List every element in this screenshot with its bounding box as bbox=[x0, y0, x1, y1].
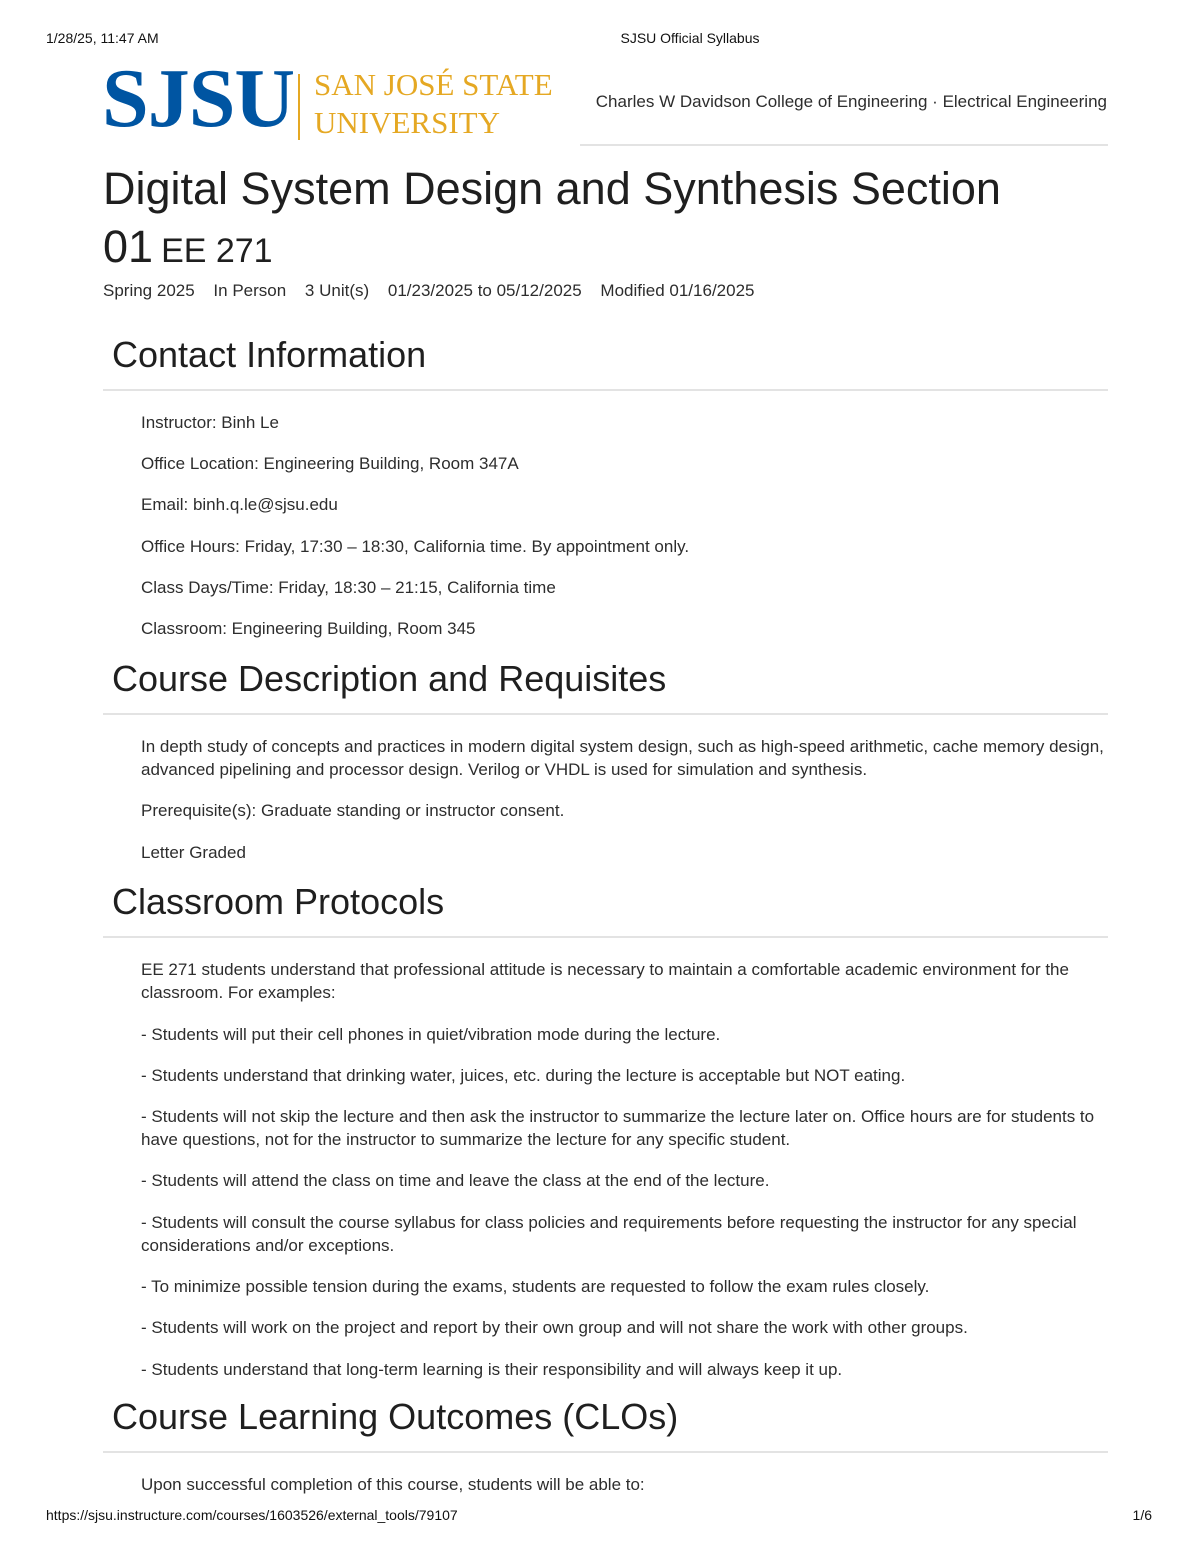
course-term: Spring 2025 bbox=[103, 281, 195, 300]
section-contact-information bbox=[103, 333, 1108, 640]
protocol-item: - Students understand that drinking water, juices, etc. during the lecture is acceptable but NOT eating. bbox=[141, 1066, 906, 1085]
section-divider bbox=[103, 936, 1108, 938]
section-heading: Course Learning Outcomes (CLOs) bbox=[112, 1396, 679, 1437]
protocol-item: - Students understand that long-term learning is their responsibility and will always keep it up. bbox=[141, 1360, 843, 1379]
description-text: In depth study of concepts and practices in modern digital system design, such as high-speed arithmetic, cache memory design, advanced pipelining and processor design. Verilog or VHDL is used for simulation and synthesis. bbox=[141, 737, 1104, 779]
protocol-item: - Students will not skip the lecture and then ask the instructor to summarize the lecture later on. Office hours are for students to have questions, not for the instructor to summarize the lecture for any specific student. bbox=[141, 1107, 1095, 1149]
clos-intro: Upon successful completion of this course, students will be able to: bbox=[141, 1475, 645, 1494]
print-footer bbox=[0, 1507, 1200, 1527]
course-meta bbox=[103, 281, 768, 301]
section-course-description bbox=[103, 657, 1108, 864]
section-course-learning-outcomes bbox=[103, 1395, 1108, 1496]
protocol-item: - Students will consult the course syllabus for class policies and requirements before requesting the instructor for any special considerations and/or exceptions. bbox=[141, 1213, 1077, 1255]
print-url: https://sjsu.instructure.com/courses/1603526/external_tools/79107 bbox=[46, 1507, 458, 1523]
protocol-item: - Students will work on the project and report by their own group and will not share the work with other groups. bbox=[141, 1318, 968, 1337]
course-mode: In Person bbox=[213, 281, 287, 300]
course-modified: Modified 01/16/2025 bbox=[600, 281, 755, 300]
logo-divider bbox=[298, 74, 300, 140]
header-divider bbox=[580, 144, 1108, 146]
protocol-item: - Students will attend the class on time and leave the class at the end of the lecture. bbox=[141, 1171, 770, 1190]
print-header bbox=[0, 30, 1200, 50]
protocol-intro: EE 271 students understand that professional attitude is necessary to maintain a comfortable academic environment for the classroom. For examples: bbox=[141, 960, 1069, 1002]
section-heading: Course Description and Requisites bbox=[112, 658, 667, 699]
course-dates: 01/23/2025 to 05/12/2025 bbox=[387, 281, 582, 300]
course-title: Digital System Design and Synthesis Section 01 EE 271 bbox=[103, 163, 1001, 272]
course-code: EE 271 bbox=[161, 232, 273, 270]
section-heading: Contact Information bbox=[112, 334, 427, 375]
print-page-number: 1/6 bbox=[1132, 1507, 1152, 1523]
contact-instructor: Instructor: Binh Le bbox=[141, 413, 279, 432]
grading-type: Letter Graded bbox=[141, 843, 246, 862]
college-department: Charles W Davidson College of Engineering · Electrical Engineering bbox=[595, 92, 1107, 111]
contact-class-days: Class Days/Time: Friday, 18:30 – 21:15, California time bbox=[141, 578, 556, 597]
protocol-item: - To minimize possible tension during the exams, students are requested to follow the exam rules closely. bbox=[141, 1277, 930, 1296]
print-page-title: SJSU Official Syllabus bbox=[620, 30, 760, 46]
section-divider bbox=[103, 389, 1108, 391]
protocol-item: - Students will put their cell phones in quiet/vibration mode during the lecture. bbox=[141, 1025, 721, 1044]
section-classroom-protocols bbox=[103, 880, 1108, 1381]
prerequisites: Prerequisite(s): Graduate standing or instructor consent. bbox=[141, 801, 565, 820]
contact-office-location: Office Location: Engineering Building, Room 347A bbox=[141, 454, 519, 473]
section-divider bbox=[103, 1451, 1108, 1453]
print-datetime: 1/28/25, 11:47 AM bbox=[46, 30, 159, 46]
section-heading: Classroom Protocols bbox=[112, 881, 445, 922]
logo-mark: SJSU bbox=[102, 52, 295, 145]
course-units: 3 Unit(s) bbox=[304, 281, 370, 300]
contact-classroom: Classroom: Engineering Building, Room 345 bbox=[141, 619, 476, 638]
section-divider bbox=[103, 713, 1108, 715]
logo-university-name: SAN JOSÉ STATE UNIVERSITY bbox=[314, 67, 553, 140]
contact-office-hours: Office Hours: Friday, 17:30 – 18:30, California time. By appointment only. bbox=[141, 537, 690, 556]
contact-email: Email: binh.q.le@sjsu.edu bbox=[141, 495, 338, 514]
